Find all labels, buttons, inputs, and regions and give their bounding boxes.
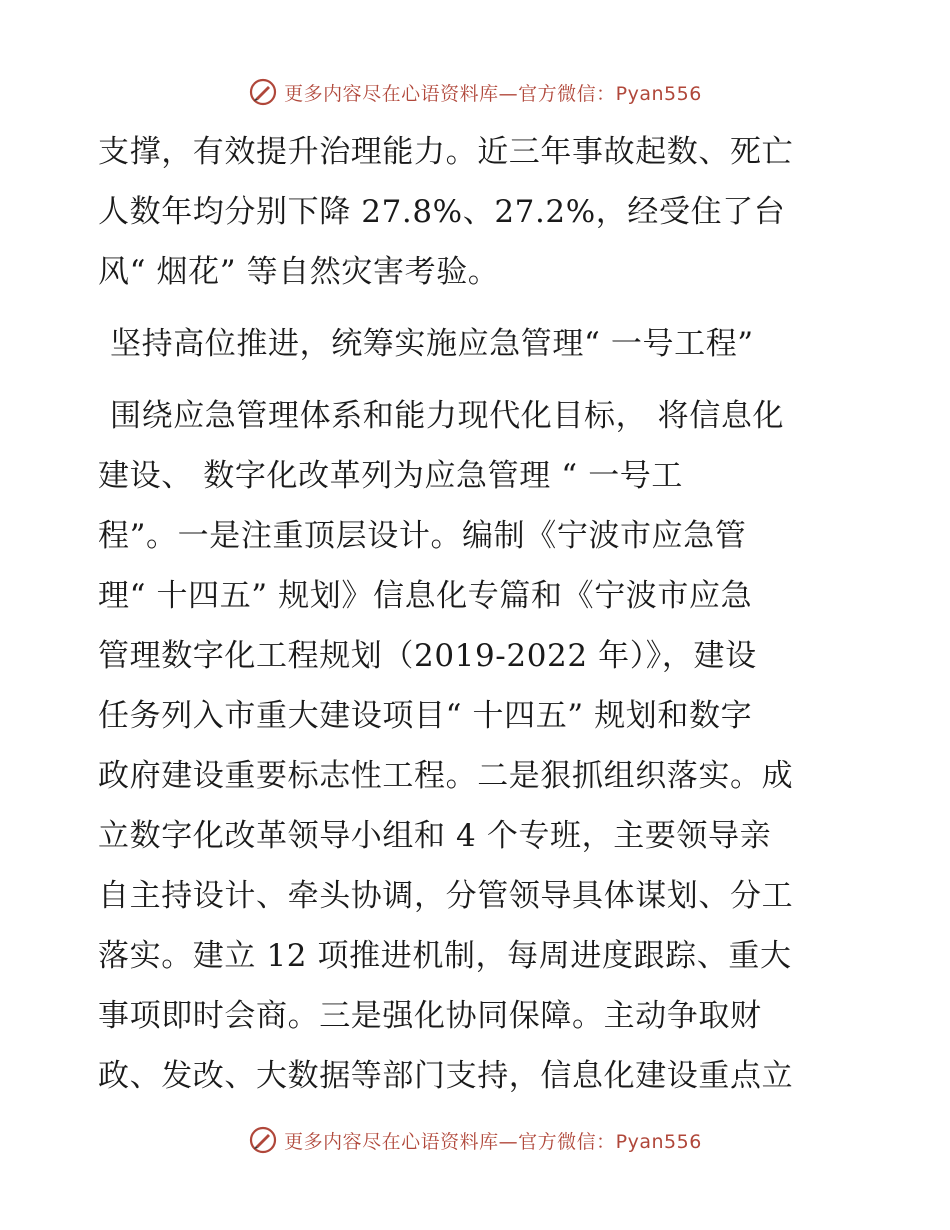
watermark-footer (0, 1120, 950, 1160)
section-heading: 坚持高位推进，统筹实施应急管理“ 一号工程” (110, 326, 754, 362)
paragraph-2 (98, 386, 858, 1106)
text-line: 建设、 数字化改革列为应急管理 “ 一号工 (98, 458, 684, 494)
text-line: 事项即时会商。三是强化协同保障。主动争取财 (98, 998, 762, 1034)
watermark-text: 更多内容尽在心语资料库—官方微信：Pyan556 (284, 1130, 702, 1153)
pen-circle-icon (248, 1125, 278, 1155)
text-line: 风“ 烟花” 等自然灾害考验。 (98, 254, 500, 290)
text-line: 政府建设重要标志性工程。二是狠抓组织落实。成 (98, 758, 794, 794)
text-line: 程”。一是注重顶层设计。编制《宁波市应急管 (98, 518, 747, 554)
text-line: 人数年均分别下降 27.8%、27.2%，经受住了台 (98, 194, 786, 230)
text-line: 支撑，有效提升治理能力。近三年事故起数、死亡 (98, 134, 794, 170)
paragraph-1 (98, 122, 858, 302)
text-line: 理“ 十四五” 规划》信息化专篇和《宁波市应急 (98, 578, 753, 614)
text-line: 立数字化改革领导小组和 4 个专班，主要领导亲 (98, 818, 772, 854)
text-line: 落实。建立 12 项推进机制，每周进度跟踪、重大 (98, 938, 792, 974)
pen-circle-icon (248, 77, 278, 107)
text-line: 自主持设计、牵头协调，分管领导具体谋划、分工 (98, 878, 794, 914)
text-line: 围绕应急管理体系和能力现代化目标， 将信息化 (110, 398, 785, 434)
document-body (98, 122, 858, 1106)
watermark-text: 更多内容尽在心语资料库—官方微信：Pyan556 (284, 82, 702, 105)
watermark-header (0, 72, 950, 112)
text-line: 管理数字化工程规划（2019-2022 年）》，建设 (98, 638, 757, 674)
text-line: 政、发改、大数据等部门支持，信息化建设重点立 (98, 1058, 794, 1094)
text-line: 任务列入市重大建设项目“ 十四五” 规划和数字 (98, 698, 753, 734)
